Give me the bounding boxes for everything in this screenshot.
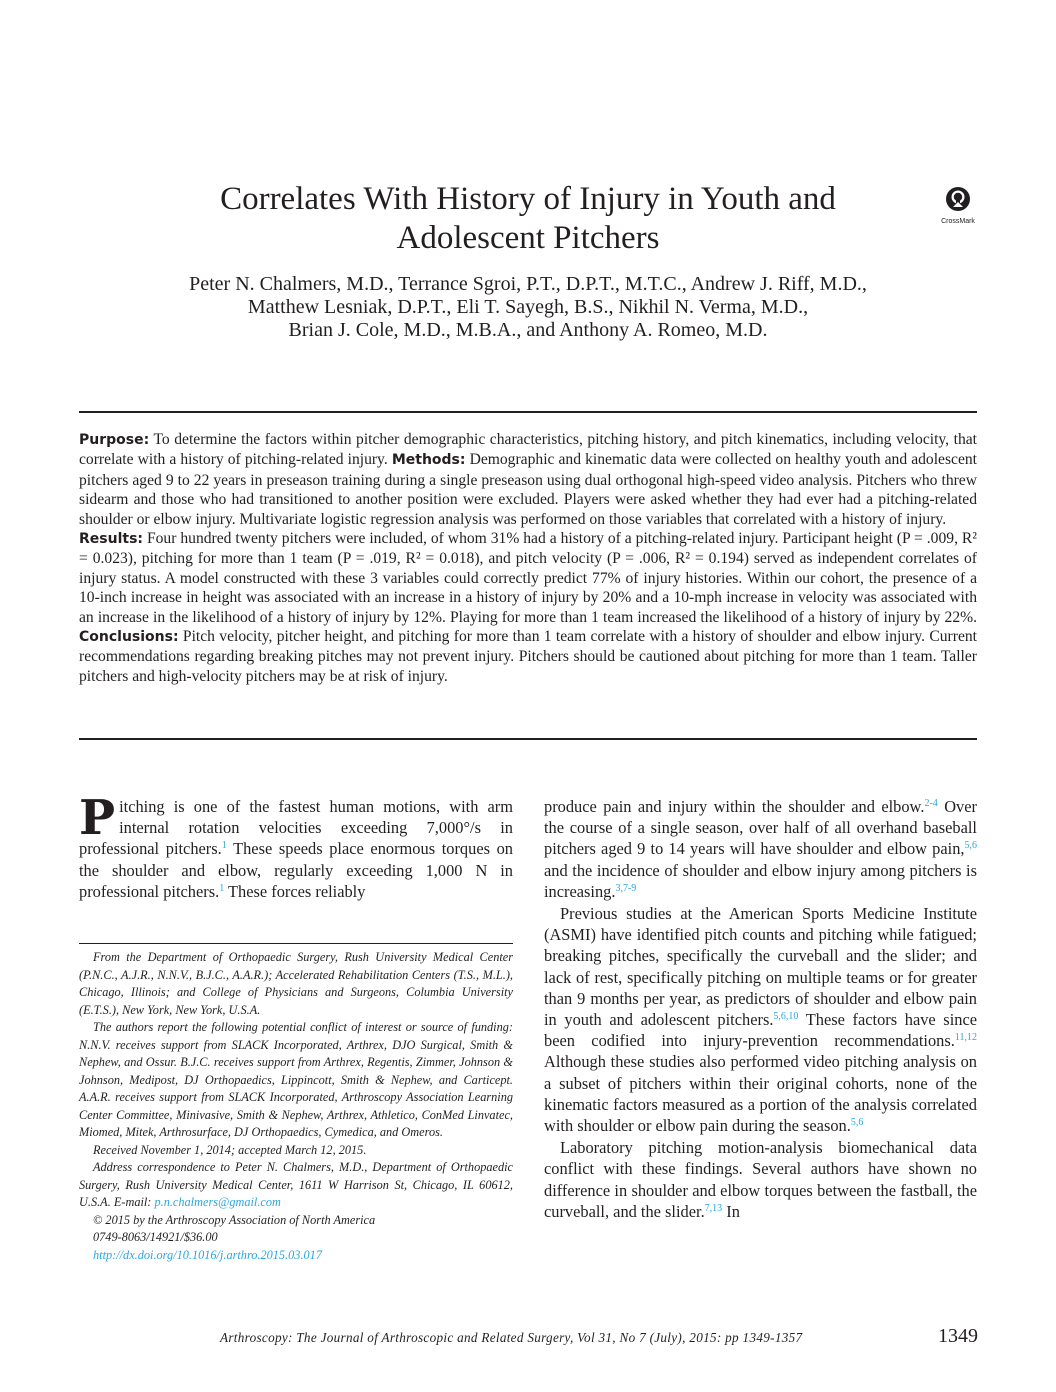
citation-link[interactable]: 3,7-9	[615, 882, 637, 894]
citation-link[interactable]: 1	[221, 840, 227, 852]
conclusions-text: Pitch velocity, pitcher height, and pitching for more than 1 team correlate with a history of shoulder and elbow injury. Current recommendations regarding breaking pitches may not prevent injury. Pitchers should be cautioned about pitching for more than 1 team. Taller pitchers and high-velocity pitchers may be at risk of injury.	[79, 628, 977, 685]
citation-link[interactable]: 5,6,10	[773, 1011, 799, 1023]
conclusions-label: Conclusions:	[79, 629, 179, 646]
abstract-top-rule	[79, 411, 977, 413]
journal-citation: Arthroscopy: The Journal of Arthroscopic and Related Surgery, Vol 31, No 7 (July), 2015: pp 1349-1357	[220, 1330, 803, 1345]
body-column-right	[544, 796, 977, 1222]
body-text: itching is one of the fastest human motions, with arm internal rotation velocities exceeding 7,000°/s in professional pitchers.	[79, 797, 513, 859]
purpose-label: Purpose:	[79, 432, 150, 448]
footnotes	[79, 949, 513, 1264]
address-note: Address correspondence to Peter N. Chalmers, M.D., Department of Orthopaedic Surgery, Rush University Medical Center, 1611 W Harrison St, Chicago, IL 60612, U.S.A. E-mail: p.n.chalmers@gmail.com	[79, 1160, 513, 1209]
paragraph: produce pain and injury within the shoulder and elbow.$^{2-4}$ Over the course of a single season, over half of all overhand baseball pitchers aged 9 to 14 years will have shoulder and elbow pain,$^{5,6}$ and the incidence of shoulder and elbow injury among pitchers is increasing.$^{3,7-9}$	[544, 797, 977, 901]
methods-label: Methods:	[391, 452, 466, 469]
paragraph: Laboratory pitching motion-analysis biomechanical data conflict with these findings. Several authors have shown no difference in shoulder and elbow torques between the fastball, the curveball, and the slider.$^{7,13}$ In	[544, 1138, 977, 1221]
methods-text: Demographic and kinematic data were collected on healthy youth and adolescent pitchers aged 9 to 22 years in preseason training during a single preseason using dual orthogonal high-speed video analysis. Pitchers who threw sidearm and those who had transitioned to another position were excluded. Players were asked whether they had ever had a pitching-related shoulder or elbow injury. Multivariate logistic regression analysis was performed on those variables that correlated with a history of injury.	[79, 451, 978, 528]
author-line: Brian J. Cole, M.D., M.B.A., and Anthony A. Romeo, M.D.	[288, 319, 768, 341]
body-text: These forces reliably	[224, 881, 366, 901]
purpose-text: To determine the factors within pitcher demographic characteristics, pitching history, and pitch kinematics, including velocity, that correlate with a history of pitching-related injury.	[79, 431, 978, 469]
citation-link[interactable]: 11,12	[954, 1032, 977, 1044]
crossmark-icon	[945, 186, 971, 212]
drop-cap: P	[79, 790, 116, 846]
results-text: Four hundred twenty pitchers were included, of whom 31% had a history of a pitching-related injury. Participant height (P = .009, R² = 0.023), pitching for more than 1 team (P = .019, R² = 0.018), and pitch velocity (P = .006, R² = 0.194) served as independent correlates of injury status. A model constructed with these 3 variables could correctly predict 77% of injury histories. Within our cohort, the presence of a 10-inch increase in height was associated with an increase in a history of injury by 20% and a 10-mph increase in velocity was associated with an increase in the likelihood of a history of injury by 12%. Playing for more than 1 team increased the likelihood of a history of injury by 22%.	[79, 530, 977, 626]
article-title: Correlates With History of Injury in Youth and Adolescent Pitchers	[220, 181, 836, 256]
doi-link[interactable]: http://dx.doi.org/10.1016/j.arthro.2015.03.017	[93, 1247, 322, 1262]
crossmark-label: CrossMark	[941, 218, 975, 225]
crossmark-badge[interactable]	[936, 186, 980, 226]
body-column-left	[79, 790, 513, 902]
page-number: 1349	[938, 1325, 978, 1347]
conflict-note: The authors report the following potential conflict of interest or source of funding: N.N.V. receives support from SLACK Incorporated, Arthrex, DJO Surgical, Smith & Nephew, and Ossur. B.J.C. receives support from Arthrex, Regentis, Zimmer, Johnson & Johnson, Medipost, DJ Orthopaedics, Lippincott, Smith & Nephew, and Carticept. A.A.R. receives support from SLACK Incorporated, Arthroscopy Association Learning Center Committee, Minivasive, Smith & Nephew, Arthrex, Athletico, ConMed Linvatec, Miomed, Mitek, Arthrosurface, DJ Orthopaedics, Cymedica, and Omeros.	[79, 1020, 513, 1139]
citation-link[interactable]: 7,13	[704, 1202, 723, 1214]
citation-link[interactable]: 2-4	[924, 798, 938, 809]
citation-link[interactable]: 5,6	[850, 1117, 864, 1129]
author-list	[110, 273, 946, 342]
citation-link[interactable]: 5,6	[964, 840, 977, 852]
results-label: Results:	[79, 531, 143, 548]
citation-link[interactable]: 1	[219, 882, 225, 894]
author-line: Peter N. Chalmers, M.D., Terrance Sgroi, P.T., D.P.T., M.T.C., Andrew J. Riff, M.D.,	[189, 273, 867, 295]
abstract	[79, 430, 977, 686]
paragraph: Previous studies at the American Sports Medicine Institute (ASMI) have identified pitch counts and pitching while fatigued; breaking pitches, specifically the curveball and the slider; and lack of rest, specifically pitching on multiple teams or for greater than 9 months per year, as predictors of shoulder and elbow pain in youth and adolescent pitchers.$^{5,6,10}$ These factors have since been codified into injury-prevention recommendations.$^{11,12}$ Although these studies also performed video pitching analysis on a subset of pitchers within their original cohorts, none of the kinematic factors measured as a portion of the analysis correlated with shoulder or elbow pain during the season.$^{5,6}$	[544, 904, 977, 1136]
footnote-rule	[79, 943, 513, 944]
body-text: These speeds place enormous torques on the shoulder and elbow, regularly exceeding 1,000 N in professional pitchers.	[79, 839, 513, 901]
received-note: Received November 1, 2014; accepted March 12, 2015.	[93, 1142, 367, 1157]
copyright-note: © 2015 by the Arthroscopy Association of North America	[93, 1212, 376, 1227]
affiliation-note: From the Department of Orthopaedic Surgery, Rush University Medical Center (P.N.C., A.J.R., N.N.V., B.J.C., A.A.R.); Accelerated Rehabilitation Centers (T.S., M.L.), Chicago, Illinois; and College of Physicians and Surgeons, Columbia University (E.T.S.), New York, New York, U.S.A.	[79, 950, 513, 1017]
issn-note: 0749-8063/14921/$36.00	[93, 1230, 218, 1244]
author-line: Matthew Lesniak, D.P.T., Eli T. Sayegh, B.S., Nikhil N. Verma, M.D.,	[247, 296, 809, 318]
abstract-bottom-rule	[79, 738, 977, 740]
email-link[interactable]: p.n.chalmers@gmail.com	[154, 1195, 281, 1209]
